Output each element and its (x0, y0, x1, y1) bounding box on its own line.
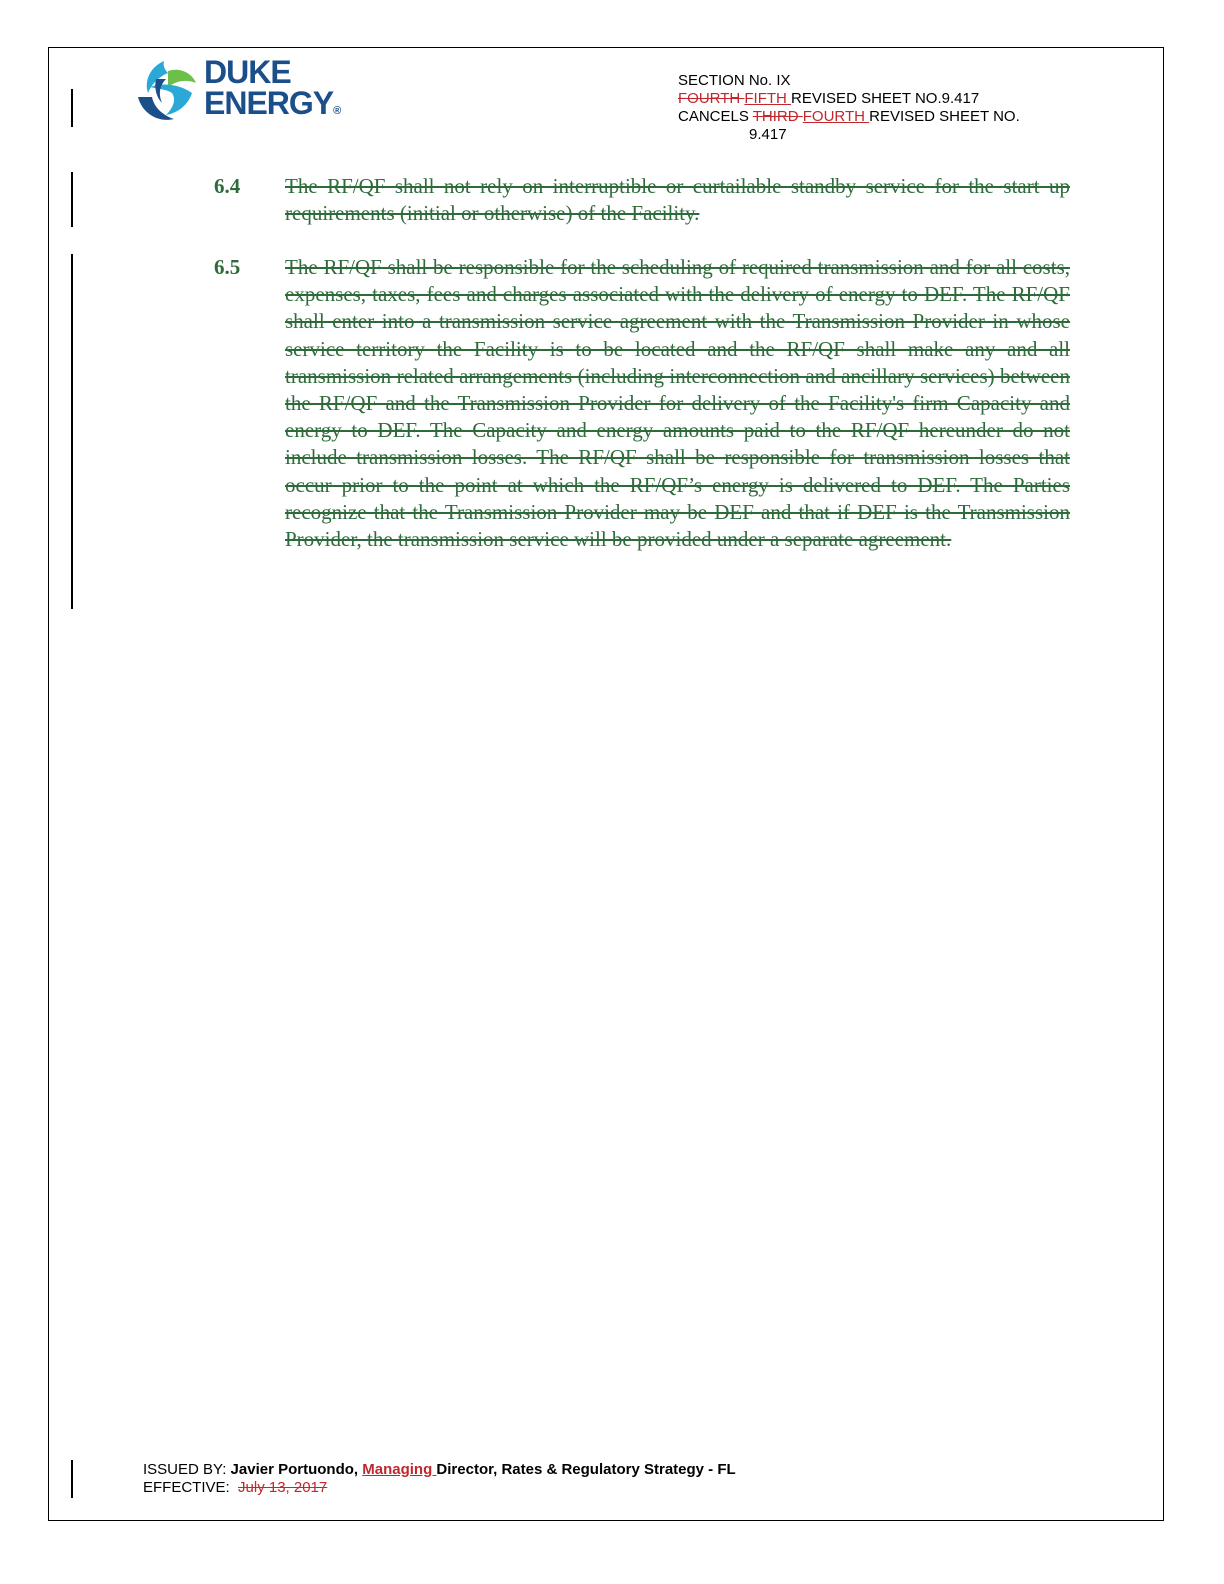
section-text-6-4: The RF/QF shall not rely on interruptible or curtailable standby service for the start up requirements (initial or otherwise) of the Facility. (285, 174, 1070, 226)
duke-energy-logo (134, 54, 344, 129)
sheet-deleted-revision: FOURTH (678, 90, 745, 107)
sheet-header (678, 72, 1020, 144)
logo-line-energy: ENERGY (204, 85, 334, 121)
logo-line-duke: DUKE (204, 54, 291, 90)
section-number-6-5: 6.5 (214, 255, 241, 279)
section-text-6-5: The RF/QF shall be responsible for the scheduling of required transmission and for all costs, expenses, taxes, fees and charges associated with the delivery of energy to DEF. The RF/QF shall enter into a transmission service agreement with the Transmission Provider in whose service territory the Facility is to be located and the RF/QF shall make any and all transmission related arrangements (including interconnection and ancillary services) between the RF/QF and the Transmission Provider for delivery of the Facility's firm Capacity and energy to DEF. The Capacity and energy amounts paid to the RF/QF hereunder do not include transmission losses. The RF/QF shall be responsible for transmission losses that occur prior to the point at which the RF/QF’s energy is delivered to DEF. The Parties recognize that the Transmission Provider may be DEF and that if DEF is the Transmission Provider, the transmission service will be provided under a separate agreement. (285, 255, 1070, 552)
change-bar-section-6-5 (71, 254, 73, 609)
change-bar-section-6-4 (71, 172, 73, 227)
sheet-inserted-revision: FIFTH (744, 90, 792, 107)
footer (143, 1461, 736, 1497)
cancels-sheet-number: 9.417 (749, 126, 787, 143)
revised-sheet-line (678, 90, 1020, 108)
cancels-inserted-revision: FOURTH (802, 108, 870, 125)
issued-by-inserted-word: Managing (362, 1461, 437, 1478)
section-6-5 (214, 254, 1070, 553)
section-number: SECTION No. IX (678, 72, 791, 89)
effective-deleted-date: July 13, 2017 (238, 1479, 328, 1496)
duke-energy-logo-icon (134, 57, 200, 125)
issued-by-title: Director, Rates & Regulatory Strategy - FL (436, 1461, 736, 1478)
effective-line (143, 1479, 736, 1497)
change-bar-footer (71, 1460, 73, 1498)
section-6-4 (214, 173, 1070, 227)
cancels-deleted-revision: THIRD (752, 108, 803, 125)
issued-by-label: ISSUED BY: (143, 1461, 231, 1478)
effective-label: EFFECTIVE: (143, 1479, 239, 1496)
change-bar-header (71, 89, 73, 127)
section-number-6-4: 6.4 (214, 174, 241, 198)
cancels-line (678, 108, 1020, 126)
sheet-number-text: REVISED SHEET NO.9.417 (791, 90, 980, 107)
issued-by-name: Javier Portuondo, (230, 1461, 363, 1478)
cancels-sheet-text: REVISED SHEET NO. (869, 108, 1020, 125)
logo-wordmark (204, 54, 342, 127)
cancels-prefix: CANCELS (678, 108, 753, 125)
logo-registered-mark: ® (333, 105, 342, 117)
issued-by-line (143, 1461, 736, 1479)
